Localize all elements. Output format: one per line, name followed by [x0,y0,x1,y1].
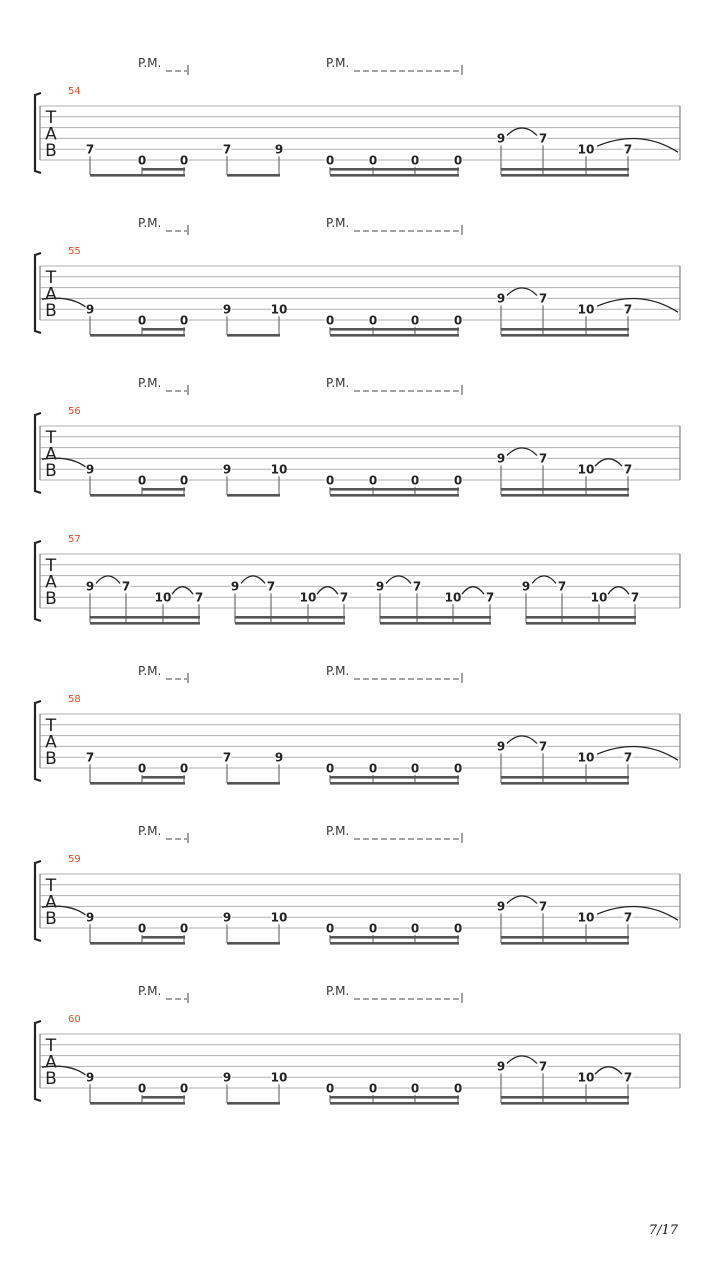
fret-number: 0 [410,761,420,776]
beam-primary [330,782,459,785]
fret-number: 0 [179,921,189,936]
tab-clef-letter: B [45,589,57,609]
tie-arc [172,587,193,595]
fret-number: 7 [623,750,633,765]
tie-arc [608,587,629,595]
tie-arc [241,576,265,584]
fret-number: 0 [137,921,147,936]
tab-clef-letter: T [45,108,57,128]
fret-number: 7 [85,142,95,157]
fret-number: 10 [154,590,172,605]
measure-number: 54 [68,86,81,97]
fret-number: 7 [538,1059,548,1074]
fret-number: 0 [410,313,420,328]
tab-clef-letter: T [45,268,57,288]
tie-arc [507,1056,537,1064]
beam-primary [90,494,185,497]
measure-number: 57 [68,534,81,545]
fret-number: 10 [577,462,595,477]
fret-number: 10 [577,142,595,157]
fret-number: 9 [496,739,506,754]
beam-primary [501,782,629,785]
fret-number: 7 [623,910,633,925]
tab-clef-letter: B [45,749,57,769]
fret-number: 9 [496,1059,506,1074]
fret-number: 7 [538,131,548,146]
fret-number: 7 [485,590,495,605]
beam-primary [227,942,280,945]
fret-number: 0 [137,1081,147,1096]
tab-clef-letter: A [45,892,57,913]
fret-number: 7 [623,302,633,317]
fret-number: 0 [179,473,189,488]
beam-secondary [501,488,629,491]
tab-clef-letter: A [45,124,57,145]
tab-clef-letter: T [45,428,57,448]
fret-number: 10 [577,750,595,765]
beam-primary [330,494,459,497]
fret-number: 9 [274,750,284,765]
fret-number: 9 [222,462,232,477]
beam-primary [330,1102,459,1105]
palm-mute-label: P.M. [326,56,350,70]
fret-number: 0 [325,921,335,936]
fret-number: 10 [270,910,288,925]
tie-arc [507,736,537,744]
beam-secondary [235,616,345,619]
fret-number: 0 [368,761,378,776]
fret-number: 0 [368,153,378,168]
tab-clef-letter: T [45,876,57,896]
measure-number: 58 [68,694,81,705]
tie-arc [96,576,120,584]
fret-number: 10 [270,1070,288,1085]
beam-secondary [330,168,459,171]
tie-arc [386,576,411,584]
tie-arc [507,896,537,904]
fret-number: 0 [410,473,420,488]
beam-secondary [330,488,459,491]
tab-system [35,216,680,337]
beam-primary [330,334,459,337]
beam-secondary [90,616,200,619]
beam-primary [227,334,280,337]
fret-number: 0 [453,313,463,328]
fret-number: 0 [137,313,147,328]
palm-mute-label: P.M. [138,376,162,390]
tab-clef-letter: B [45,141,57,161]
fret-number: 9 [496,451,506,466]
fret-number: 7 [222,750,232,765]
beam-primary [330,942,459,945]
palm-mute-label: P.M. [138,664,162,678]
beam-primary [90,174,185,177]
fret-number: 0 [137,761,147,776]
fret-number: 9 [230,579,240,594]
beam-secondary [142,168,185,171]
fret-number: 7 [194,590,204,605]
beam-primary [330,174,459,177]
beam-primary [526,622,636,625]
beam-primary [227,782,280,785]
fret-number: 7 [538,451,548,466]
fret-number: 9 [85,462,95,477]
fret-number: 0 [179,1081,189,1096]
fret-number: 0 [410,921,420,936]
beam-secondary [142,936,185,939]
beam-primary [90,1102,185,1105]
fret-number: 7 [121,579,131,594]
fret-number: 0 [453,153,463,168]
beam-secondary [142,776,185,779]
fret-number: 9 [496,131,506,146]
fret-number: 0 [453,473,463,488]
fret-number: 9 [274,142,284,157]
tab-clef-letter: B [45,1069,57,1089]
beam-primary [501,174,629,177]
beam-primary [227,494,280,497]
fret-number: 0 [453,1081,463,1096]
fret-number: 0 [453,761,463,776]
tab-system [35,984,680,1105]
beam-primary [90,942,185,945]
fret-number: 9 [521,579,531,594]
palm-mute-label: P.M. [138,824,162,838]
fret-number: 0 [179,313,189,328]
palm-mute-label: P.M. [326,664,350,678]
beam-primary [235,622,345,625]
tie-outgoing [597,906,678,920]
beam-primary [501,1102,629,1105]
fret-number: 0 [137,153,147,168]
tie-outgoing [597,138,678,152]
fret-number: 10 [299,590,317,605]
fret-number: 0 [410,1081,420,1096]
fret-number: 7 [538,291,548,306]
tie-outgoing [597,746,678,760]
fret-number: 9 [222,1070,232,1085]
fret-number: 0 [179,761,189,776]
tab-clef-letter: B [45,301,57,321]
tie-arc [462,587,484,595]
beam-primary [501,494,629,497]
fret-number: 0 [368,1081,378,1096]
fret-number: 0 [325,153,335,168]
tie-arc [317,587,338,595]
palm-mute-label: P.M. [138,984,162,998]
beam-secondary [142,1096,185,1099]
fret-number: 9 [85,302,95,317]
measure-number: 59 [68,854,81,865]
fret-number: 7 [85,750,95,765]
fret-number: 7 [623,142,633,157]
fret-number: 10 [590,590,608,605]
beam-secondary [330,776,459,779]
fret-number: 9 [222,910,232,925]
fret-number: 9 [222,302,232,317]
fret-number: 0 [325,761,335,776]
beam-secondary [142,328,185,331]
fret-number: 0 [325,473,335,488]
fret-number: 9 [85,910,95,925]
beam-secondary [526,616,636,619]
fret-number: 0 [410,153,420,168]
fret-number: 0 [325,313,335,328]
tab-system [35,56,680,177]
beam-secondary [330,1096,459,1099]
fret-number: 7 [538,739,548,754]
tab-system [35,534,680,625]
tab-clef-letter: A [45,444,57,465]
fret-number: 10 [577,910,595,925]
beam-secondary [142,488,185,491]
beam-primary [90,782,185,785]
beam-secondary [501,776,629,779]
tab-system [35,664,680,785]
fret-number: 0 [137,473,147,488]
fret-number: 0 [325,1081,335,1096]
beam-primary [227,174,280,177]
beam-primary [227,1102,280,1105]
tie-arc [595,1067,622,1075]
palm-mute-label: P.M. [326,824,350,838]
fret-number: 10 [577,1070,595,1085]
tab-clef-letter: T [45,556,57,576]
tab-clef-letter: B [45,461,57,481]
beam-secondary [501,328,629,331]
tab-system [35,376,680,497]
tie-outgoing [597,298,678,312]
beam-secondary [380,616,491,619]
palm-mute-label: P.M. [326,984,350,998]
fret-number: 10 [444,590,462,605]
fret-number: 7 [222,142,232,157]
measure-number: 56 [68,406,81,417]
beam-primary [501,942,629,945]
tab-clef-letter: B [45,909,57,929]
tie-arc [507,288,537,296]
fret-number: 0 [368,473,378,488]
fret-number: 0 [179,153,189,168]
tab-clef-letter: A [45,1052,57,1073]
measure-number: 55 [68,246,81,257]
fret-number: 9 [375,579,385,594]
tab-clef-letter: T [45,716,57,736]
beam-primary [501,334,629,337]
tab-clef-letter: A [45,732,57,753]
tie-arc [507,128,537,136]
beam-secondary [501,168,629,171]
fret-number: 9 [85,579,95,594]
fret-number: 7 [623,462,633,477]
tab-system [35,824,680,945]
palm-mute-label: P.M. [138,56,162,70]
measure-number: 60 [68,1014,81,1025]
fret-number: 7 [412,579,422,594]
fret-number: 9 [496,899,506,914]
beam-secondary [330,936,459,939]
beam-secondary [501,936,629,939]
fret-number: 9 [85,1070,95,1085]
beam-secondary [501,1096,629,1099]
fret-number: 7 [266,579,276,594]
fret-number: 9 [496,291,506,306]
fret-number: 10 [270,462,288,477]
fret-number: 0 [368,313,378,328]
tab-clef-letter: A [45,284,57,305]
fret-number: 7 [623,1070,633,1085]
fret-number: 7 [630,590,640,605]
tie-arc [595,459,622,467]
tab-clef-letter: T [45,1036,57,1056]
beam-secondary [330,328,459,331]
tie-arc [507,448,537,456]
fret-number: 7 [538,899,548,914]
tie-arc [532,576,556,584]
beam-primary [90,334,185,337]
fret-number: 7 [557,579,567,594]
page-number: 7/17 [648,1223,678,1238]
fret-number: 10 [577,302,595,317]
fret-number: 0 [453,921,463,936]
palm-mute-label: P.M. [326,376,350,390]
palm-mute-label: P.M. [326,216,350,230]
fret-number: 10 [270,302,288,317]
beam-primary [90,622,200,625]
tab-clef-letter: A [45,572,57,593]
palm-mute-label: P.M. [138,216,162,230]
beam-primary [380,622,491,625]
fret-number: 0 [368,921,378,936]
fret-number: 7 [339,590,349,605]
